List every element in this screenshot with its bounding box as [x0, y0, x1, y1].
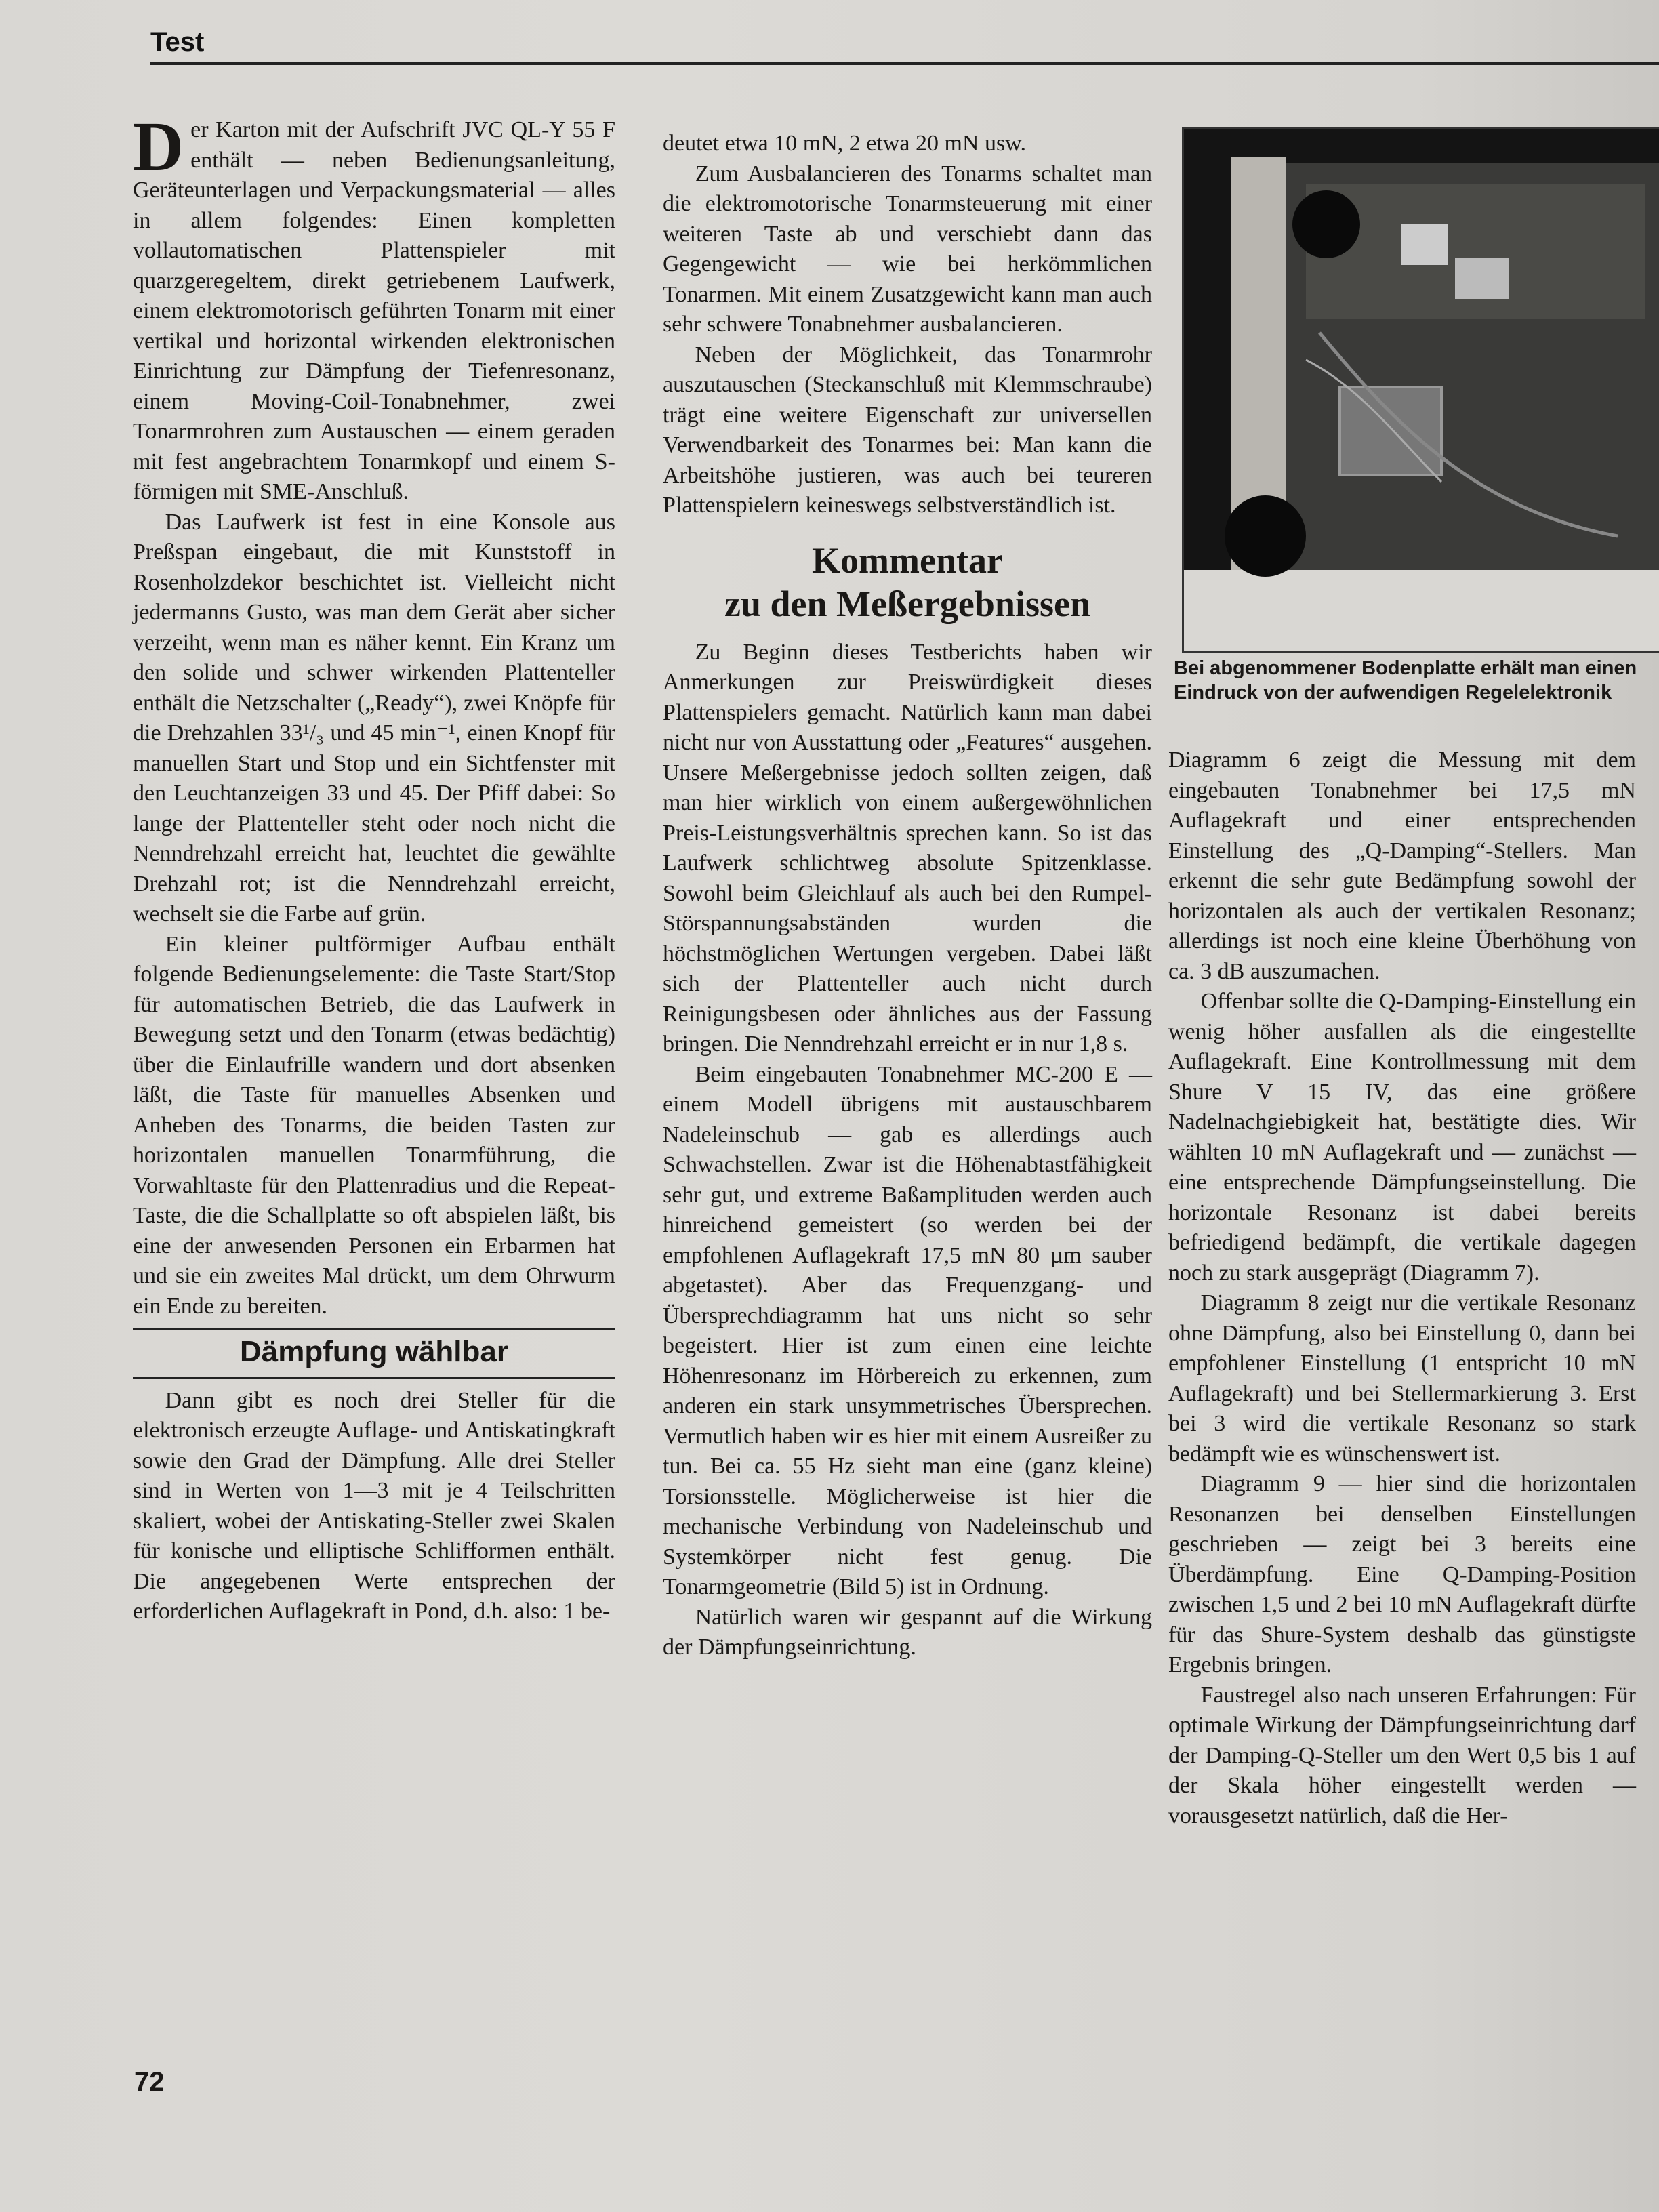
drop-cap: D	[133, 108, 184, 186]
subheading: Dämpfung wählbar	[239, 1335, 509, 1368]
electronics-photo	[1182, 127, 1659, 653]
intro-text: er Karton mit der Aufschrift JVC QL-Y 55 F enthält — neben Bedienungsanleitung, Geräteunterlagen und Verpackungsmaterial — alles in allem folgendes: Einen kompletten vollautomatischen Plattenspieler mit quarzgeregeltem, direkt getriebenem Laufwerk, einem elektromotorisch geführten Tonarm mit einer vertikal und horizontal wirkenden elektronischen Einrichtung zur Dämpfung der Tiefenresonanz, einem Moving-Coil-Tonabnehmer, zwei Tonarmrohren zum Austauschen — einem geraden mit fest angebrachtem Tonarmkopf und einem S-förmigen mit SME-Anschluß.	[133, 117, 615, 504]
paragraph: Natürlich waren wir gespannt auf die Wirkung der Dämpfungseinrichtung.	[663, 1604, 1152, 1660]
paragraph: deutet etwa 10 mN, 2 etwa 20 mN usw.	[663, 131, 1027, 156]
page-number: 72	[134, 2067, 165, 2097]
paragraph: Zum Ausbalancieren des Tonarms schaltet man die elektromotorische Tonarmsteuerung mit einer weiteren Taste ab und verschiebt dann das Gegengewicht — wie bei herkömmlichen Tonarmen. Mit einem Zusatzgewicht kann man auch sehr schwere Tonabnehmer ausbalancieren.	[663, 161, 1152, 337]
paragraph: Ein kleiner pultförmiger Aufbau enthält folgende Bedienungselemente: die Taste Start/Stop für automatischen Betrieb, die das Laufwerk in Bewegung setzt und den Tonarm (etwas bedächtig) über die Einlaufrille wandern und dort absenken läßt, die Taste für manuelles Absenken und Anheben des Tonarms, die beiden Tasten zur horizontalen manuellen Tonarmführung, die Vorwahltaste für den Plattenradius und die Repeat-Taste, die die Schallplatte so oft abspielen läßt, bis eine der anwesenden Personen ein Erbarmen hat und sie ein zweites Mal drückt, um dem Ohrwurm ein Ende zu bereiten.	[133, 931, 615, 1319]
paragraph: Faustregel also nach unseren Erfahrungen: Für optimale Wirkung der Dämpfungseinrichtung darf der Damping-Q-Steller um den Wert 0,5 bis 1 auf der Skala höher eingestellt werden — vorausgesetzt natürlich, daß die Her-	[1168, 1682, 1636, 1828]
column-1	[133, 108, 615, 1627]
paragraph: Diagramm 9 — hier sind die horizontalen Resonanzen bei denselben Einstellungen geschrieben — zeigt bei 3 bereits eine Überdämpfung. Eine Q-Damping-Position zwischen 1,5 und 2 bei 10 mN Auflagekraft dürfte für das Shure-System deshalb das günstigste Ergebnis bringen.	[1168, 1471, 1636, 1677]
paragraph: Zu Beginn dieses Testberichts haben wir Anmerkungen zur Preiswürdigkeit dieses Plattenspielers gemacht. Natürlich kann man dabei nicht nur von Ausstattung oder „Features“ ausgehen. Unsere Meßergebnisse jedoch sollten zeigen, daß man hier wirklich von einem außergewöhnlichen Preis-Leistungsverhältnis sprechen kann. So ist das Laufwerk schlichtweg absolute Spitzenklasse. Sowohl beim Gleichlauf als auch bei den Rumpel-Störspannungsabständen wurden die höchstmöglichen Wertungen vergeben. Dabei läßt sich der Plattenteller auch nicht durch Reinigungsbesen oder ähnliches aus der Fassung bringen. Die Nenndrehzahl erreicht er in nur 1,8 s.	[663, 639, 1152, 1057]
paragraph: Diagramm 6 zeigt die Messung mit dem eingebauten Tonabnehmer bei 17,5 mN Auflagekraft und einer entsprechenden Einstellung des „Q-Damping“-Stellers. Man erkennt die sehr gute Bedämpfung sowohl der horizontalen als auch der vertikalen Resonanz; allerdings ist noch eine kleine Überhöhung von ca. 3 dB auszumachen.	[1168, 747, 1636, 984]
photo-caption: Bei abgenommener Bodenplatte erhält man einen Eindruck von der aufwendigen Regelelektronik	[1174, 657, 1637, 703]
paragraph: Das Laufwerk ist fest in eine Konsole aus Preßspan eingebaut, die mit Kunststoff in Rosenholzdekor beschichtet ist. Vielleicht nicht jedermanns Gusto, was man dem Gerät aber sicher verzeiht, wenn man es näher kennt. Ein Kranz um den solide und schwer wirkenden Plattenteller enthält die Netzschalter („Ready“), zwei Knöpfe für die Drehzahlen 33¹/₃ und 45 min⁻¹, einen Knopf für manuellen Start und Stop und ein Sichtfenster mit den Leuchtanzeigen 33 und 45. Der Pfiff dabei: So lange der Plattenteller steht oder noch nicht die Nenndrehzahl erreicht hat, leuchtet die gewählte Drehzahl rot; ist die Nenndrehzahl erreicht, wechselt sie die Farbe auf grün.	[133, 509, 615, 926]
intro-paragraph	[133, 108, 615, 508]
subhead-rule-top	[133, 1328, 615, 1330]
section-label: Test	[150, 27, 205, 57]
column-3	[1168, 745, 1636, 1831]
header-rule	[150, 62, 1659, 65]
paragraph: Beim eingebauten Tonabnehmer MC-200 E — einem Modell übrigens mit austauschbarem Nadeleinschub — gab es allerdings auch Schwachstellen. Zwar ist die Höhenabtastfähigkeit sehr gut, und extreme Baßamplituden werden auch hinreichend gemeistert (so werden bei der empfohlenen Auflagekraft 17,5 mN 80 µm sauber abgetastet). Aber das Frequenzgang- und Übersprechdiagramm hat uns nicht so sehr begeistert. Hier ist zum einen eine leichte Höhenresonanz im Hörbereich zu erkennen, zum anderen ein stark unsymmetrisches Übersprechen. Vermutlich haben wir es hier mit einem Ausreißer zu tun. Bei ca. 55 Hz sieht man eine (ganz kleine) Torsionsstelle. Möglicherweise ist hier die mechanische Verbindung von Nadeleinschub und Systemkörper nicht fest genug. Die Tonarmgeometrie (Bild 5) ist in Ordnung.	[663, 1061, 1152, 1599]
paragraph: Diagramm 8 zeigt nur die vertikale Resonanz ohne Dämpfung, also bei Einstellung 0, dann bei empfohlener Einstellung (1 entspricht 10 mN Auflagekraft) und bei Stellermarkierung 3. Erst bei 3 wird die vertikale Resonanz so stark bedämpft wie es wünschenswert ist.	[1168, 1290, 1636, 1467]
headline-line: Kommentar	[812, 539, 1003, 581]
paragraph: Neben der Möglichkeit, das Tonarmrohr auszutauschen (Steckanschluß mit Klemmschraube) trägt eine weitere Eigenschaft zur universellen Verwendbarkeit des Tonarmes bei: Man kann die Arbeitshöhe justieren, was auch bei teureren Plattenspielern keineswegs selbstverständlich ist.	[663, 342, 1152, 518]
circuit-board-image	[1184, 129, 1659, 651]
paragraph: Dann gibt es noch drei Steller für die elektronisch erzeugte Auflage- und Antiskatingkraft sowie den Grad der Dämpfung. Alle drei Steller sind in Werten von 1—3 mit je 4 Teilschritten skaliert, wobei der Antiskating-Steller zwei Skalen für konische und elliptische Schlifformen enthält. Die angegebenen Werte entsprechen der erforderlichen Auflagekraft in Pond, d.h. also: 1 be-	[133, 1387, 615, 1624]
headline-line: zu den Meßergebnissen	[724, 583, 1090, 624]
column-2	[663, 129, 1152, 1663]
paragraph: Offenbar sollte die Q-Damping-Einstellung ein wenig höher ausfallen als die eingestellte Auflagekraft. Eine Kontrollmessung mit dem Shure V 15 IV, das eine größere Nadelnachgiebigkeit hat, bestätigte dies. Wir wählten 10 mN Auflagekraft und — zunächst — eine entsprechende Dämpfungseinstellung. Die horizontale Resonanz ist dabei bereits befriedigend bedämpft, die vertikale dagegen noch zu stark ausgeprägt (Diagramm 7).	[1168, 989, 1636, 1286]
headline	[663, 539, 1152, 626]
subhead-rule-bottom	[133, 1377, 615, 1379]
